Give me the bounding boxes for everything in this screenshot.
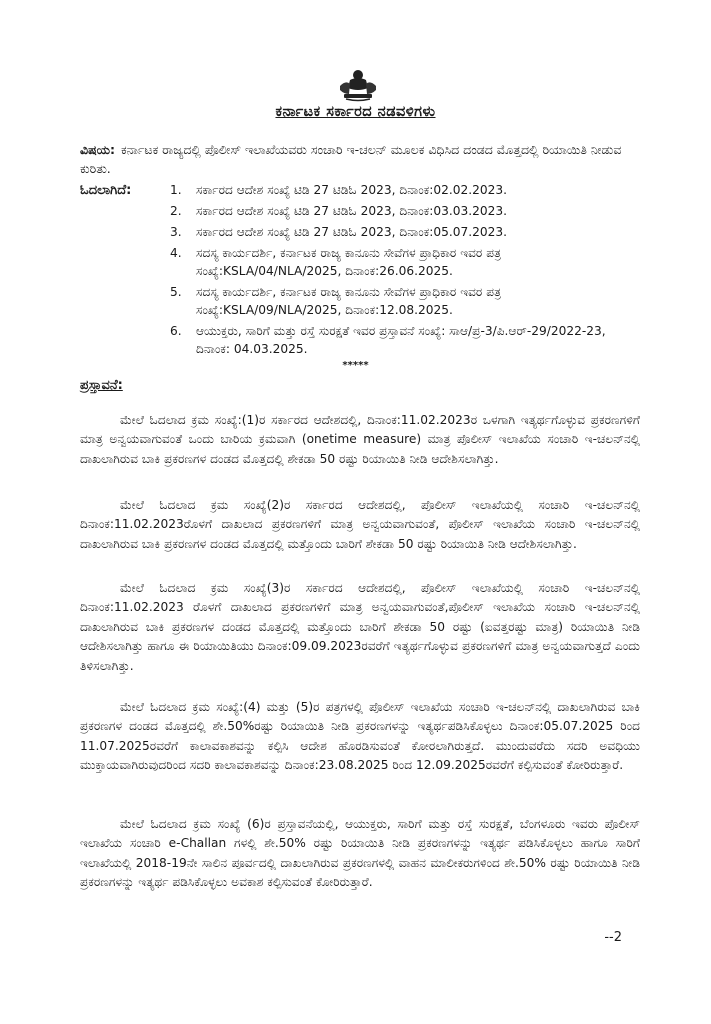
section-separator: ***** bbox=[342, 360, 369, 371]
subject-block bbox=[80, 140, 640, 178]
references-label: ಓದಲಾಗಿದೆ: bbox=[80, 183, 132, 198]
reference-text: ಸದಸ್ಯ ಕಾರ್ಯದರ್ಶಿ, ಕರ್ನಾಟಕ ರಾಜ್ಯ ಕಾನೂನು ಸೇವೆಗಳ ಪ್ರಾಧಿಕಾರ ಇವರ ಪತ್ರ ಸಂಖ್ಯೆ:KSLA/04/NLA/2025, ದಿನಾಂಕ:26.06.2025. bbox=[196, 246, 502, 278]
reference-text: ಸರ್ಕಾರದ ಆದೇಶ ಸಂಖ್ಯೆ ಟಿಡಿ 27 ಟಿಡಿಓ 2023, ದಿನಾಂಕ:03.03.2023. bbox=[196, 204, 507, 218]
reference-number: 1. bbox=[170, 183, 182, 197]
reference-number: 4. bbox=[170, 246, 182, 260]
reference-number: 6. bbox=[170, 324, 182, 338]
references-list bbox=[170, 181, 640, 361]
reference-number: 2. bbox=[170, 204, 182, 218]
reference-item bbox=[170, 322, 640, 358]
preamble-paragraph: ಮೇಲೆ ಓದಲಾದ ಕ್ರಮ ಸಂಖ್ಯೆ:(4) ಮತ್ತು (5)ರ ಪತ್ರಗಳಲ್ಲಿ ಪೊಲೀಸ್ ಇಲಾಖೆಯ ಸಂಚಾರಿ ಇ-ಚಲನ್‌ನಲ್ಲಿ ದಾಖಲಾಗಿರುವ ಬಾಕಿ ಪ್ರಕರಣಗಳ ದಂಡದ ಮೊತ್ತದಲ್ಲಿ ಶೇ.50%ರಷ್ಟು ರಿಯಾಯಿತಿ ನೀಡಿ ಪ್ರಕರಣಗಳನ್ನು ಇತ್ಯರ್ಥಪಡಿಸಿಕೊಳ್ಳಲು ದಿನಾಂಕ:05.07.2025 ರಿಂದ 11.07.2025ರವರೆಗೆ ಕಾಲಾವಕಾಶವನ್ನು ಕಲ್ಪಿಸಿ ಆದೇಶ ಹೊರಡಿಸುವಂತೆ ಕೋರಲಾಗಿರುತ್ತದೆ. ಮುಂದುವರೆದು ಸದರಿ ಅವಧಿಯು ಮುಕ್ತಾಯವಾಗಿರುವುದರಿಂದ ಸದರಿ ಕಾಲಾವಕಾಶವನ್ನು ದಿನಾಂಕ:23.08.2025 ರಿಂದ 12.09.2025ರವರೆಗೆ ಕಲ್ಪಿಸುವಂತೆ ಕೋರಿರುತ್ತಾರೆ. bbox=[80, 700, 640, 773]
document-title: ಕರ್ನಾಟಕ ಸರ್ಕಾರದ ನಡವಳಿಗಳು bbox=[275, 104, 436, 120]
preamble-heading: ಪ್ರಸ್ತಾವನೆ: bbox=[80, 378, 123, 393]
reference-text: ಸರ್ಕಾರದ ಆದೇಶ ಸಂಖ್ಯೆ ಟಿಡಿ 27 ಟಿಡಿಓ 2023, ದಿನಾಂಕ:05.07.2023. bbox=[196, 225, 507, 239]
reference-text: ಸರ್ಕಾರದ ಆದೇಶ ಸಂಖ್ಯೆ ಟಿಡಿ 27 ಟಿಡಿಓ 2023, ದಿನಾಂಕ:02.02.2023. bbox=[196, 183, 507, 197]
reference-item bbox=[170, 283, 640, 319]
reference-text: ಆಯುಕ್ತರು, ಸಾರಿಗೆ ಮತ್ತು ರಸ್ತೆ ಸುರಕ್ಷತೆ ಇವರ ಪ್ರಸ್ತಾವನೆ ಸಂಖ್ಯೆ: ಸಾಆ/ಪ್ರ-3/ಪಿ.ಆರ್-29/2022-23, ದಿನಾಂಕ: 04.03.2025. bbox=[196, 324, 606, 356]
reference-text: ಸದಸ್ಯ ಕಾರ್ಯದರ್ಶಿ, ಕರ್ನಾಟಕ ರಾಜ್ಯ ಕಾನೂನು ಸೇವೆಗಳ ಪ್ರಾಧಿಕಾರ ಇವರ ಪತ್ರ ಸಂಖ್ಯೆ:KSLA/09/NLA/2025, ದಿನಾಂಕ:12.08.2025. bbox=[196, 285, 502, 317]
reference-item bbox=[170, 202, 640, 220]
preamble-paragraph: ಮೇಲೆ ಓದಲಾದ ಕ್ರಮ ಸಂಖ್ಯೆ (6)ರ ಪ್ರಸ್ತಾವನೆಯಲ್ಲಿ, ಆಯುಕ್ತರು, ಸಾರಿಗೆ ಮತ್ತು ರಸ್ತೆ ಸುರಕ್ಷತೆ, ಬೆಂಗಳೂರು ಇವರು ಪೊಲೀಸ್ ಇಲಾಖೆಯ ಸಂಚಾರಿ e-Challan ಗಳಲ್ಲಿ ಶೇ.50% ರಷ್ಟು ರಿಯಾಯಿತಿ ನೀಡಿ ಪ್ರಕರಣಗಳನ್ನು ಇತ್ಯರ್ಥ ಪಡಿಸಿಕೊಳ್ಳಲು ಹಾಗೂ ಸಾರಿಗೆ ಇಲಾಖೆಯಲ್ಲಿ 2018-19ನೇ ಸಾಲಿನ ಪೂರ್ವದಲ್ಲಿ ದಾಖಲಾಗಿರುವ ಪ್ರಕರಣಗಳಲ್ಲಿ ವಾಹನ ಮಾಲೀಕರುಗಳಿಂದ ಶೇ.50% ರಷ್ಟು ರಿಯಾಯಿತಿ ನೀಡಿ ಪ್ರಕರಣಗಳನ್ನು ಇತ್ಯರ್ಥ ಪಡಿಸಿಕೊಳ್ಳಲು ಅವಕಾಶ ಕಲ್ಪಿಸುವಂತೆ ಕೋರಿರುತ್ತಾರೆ. bbox=[80, 817, 640, 890]
reference-number: 5. bbox=[170, 285, 182, 299]
subject-text: ಕರ್ನಾಟಕ ರಾಜ್ಯದಲ್ಲಿ ಪೊಲೀಸ್ ಇಲಾಖೆಯವರು ಸಂಚಾರಿ ಇ-ಚಲನ್ ಮೂಲಕ ವಿಧಿಸಿದ ದಂಡದ ಮೊತ್ತದಲ್ಲಿ ರಿಯಾಯಿತಿ ನೀಡುವ ಕುರಿತು. bbox=[80, 142, 622, 176]
state-emblem-icon bbox=[336, 68, 380, 102]
preamble-paragraph: ಮೇಲೆ ಓದಲಾದ ಕ್ರಮ ಸಂಖ್ಯೆ:(1)ರ ಸರ್ಕಾರದ ಆದೇಶದಲ್ಲಿ, ದಿನಾಂಕ:11.02.2023ರ ಒಳಗಾಗಿ ಇತ್ಯರ್ಥಗೊಳ್ಳುವ ಪ್ರಕರಣಗಳಿಗೆ ಮಾತ್ರ ಅನ್ವಯವಾಗುವಂತೆ ಒಂದು ಬಾರಿಯ ಕ್ರಮವಾಗಿ (onetime measure) ಮಾತ್ರ ಪೊಲೀಸ್ ಇಲಾಖೆಯ ಸಂಚಾರಿ ಇ-ಚಲನ್‌ನಲ್ಲಿ ದಾಖಲಾಗಿರುವ ಬಾಕಿ ಪ್ರಕರಣಗಳ ದಂಡದ ಮೊತ್ತದಲ್ಲಿ ಶೇಕಡಾ 50 ರಷ್ಟು ರಿಯಾಯಿತಿ ನೀಡಿ ಆದೇಶಿಸಲಾಗಿತ್ತು. bbox=[80, 413, 640, 466]
subject-label: ವಿಷಯ: bbox=[80, 142, 115, 157]
reference-number: 3. bbox=[170, 225, 182, 239]
page-number: --2 bbox=[604, 930, 622, 945]
reference-item bbox=[170, 244, 640, 280]
reference-item bbox=[170, 223, 640, 241]
preamble-paragraph: ಮೇಲೆ ಓದಲಾದ ಕ್ರಮ ಸಂಖ್ಯೆ(2)ರ ಸರ್ಕಾರದ ಆದೇಶದಲ್ಲಿ, ಪೊಲೀಸ್ ಇಲಾಖೆಯಲ್ಲಿ ಸಂಚಾರಿ ಇ-ಚಲನ್‌ನಲ್ಲಿ ದಿನಾಂಕ:11.02.2023ರೊಳಗೆ ದಾಖಲಾದ ಪ್ರಕರಣಗಳಿಗೆ ಮಾತ್ರ ಅನ್ವಯವಾಗುವಂತೆ, ಪೊಲೀಸ್ ಇಲಾಖೆಯ ಸಂಚಾರಿ ಇ-ಚಲನ್‌ನಲ್ಲಿ ದಾಖಲಾಗಿರುವ ಬಾಕಿ ಪ್ರಕರಣಗಳ ದಂಡದ ಮೊತ್ತದಲ್ಲಿ ಮತ್ತೊಂದು ಬಾರಿಗೆ ಶೇಕಡಾ 50 ರಷ್ಟು ರಿಯಾಯಿತಿ ನೀಡಿ ಆದೇಶಿಸಲಾಗಿತ್ತು. bbox=[80, 498, 640, 551]
reference-item bbox=[170, 181, 640, 199]
preamble-paragraph: ಮೇಲೆ ಓದಲಾದ ಕ್ರಮ ಸಂಖ್ಯೆ(3)ರ ಸರ್ಕಾರದ ಆದೇಶದಲ್ಲಿ, ಪೊಲೀಸ್ ಇಲಾಖೆಯಲ್ಲಿ ಸಂಚಾರಿ ಇ-ಚಲನ್‌ನಲ್ಲಿ ದಿನಾಂಕ:11.02.2023 ರೊಳಗೆ ದಾಖಲಾದ ಪ್ರಕರಣಗಳಿಗೆ ಮಾತ್ರ ಅನ್ವಯವಾಗುವಂತೆ,ಪೊಲೀಸ್ ಇಲಾಖೆಯ ಸಂಚಾರಿ ಇ-ಚಲನ್‌ನಲ್ಲಿ ದಾಖಲಾಗಿರುವ ಬಾಕಿ ಪ್ರಕರಣಗಳ ದಂಡದ ಮೊತ್ತದಲ್ಲಿ ಮತ್ತೊಂದು ಬಾರಿಗೆ ಶೇಕಡಾ 50 ರಷ್ಟು (ಐವತ್ತರಷ್ಟು ಮಾತ್ರ) ರಿಯಾಯಿತಿ ನೀಡಿ ಆದೇಶಿಸಲಾಗಿತ್ತು ಹಾಗೂ ಈ ರಿಯಾಯಿತಿಯು ದಿನಾಂಕ:09.09.2023ರವರೆಗೆ ಇತ್ಯರ್ಥಗೊಳ್ಳುವ ಪ್ರಕರಣಗಳಿಗೆ ಮಾತ್ರ ಅನ್ವಯವಾಗುತ್ತದೆ ಎಂದು ತಿಳಿಸಲಾಗಿತ್ತು. bbox=[80, 581, 640, 673]
